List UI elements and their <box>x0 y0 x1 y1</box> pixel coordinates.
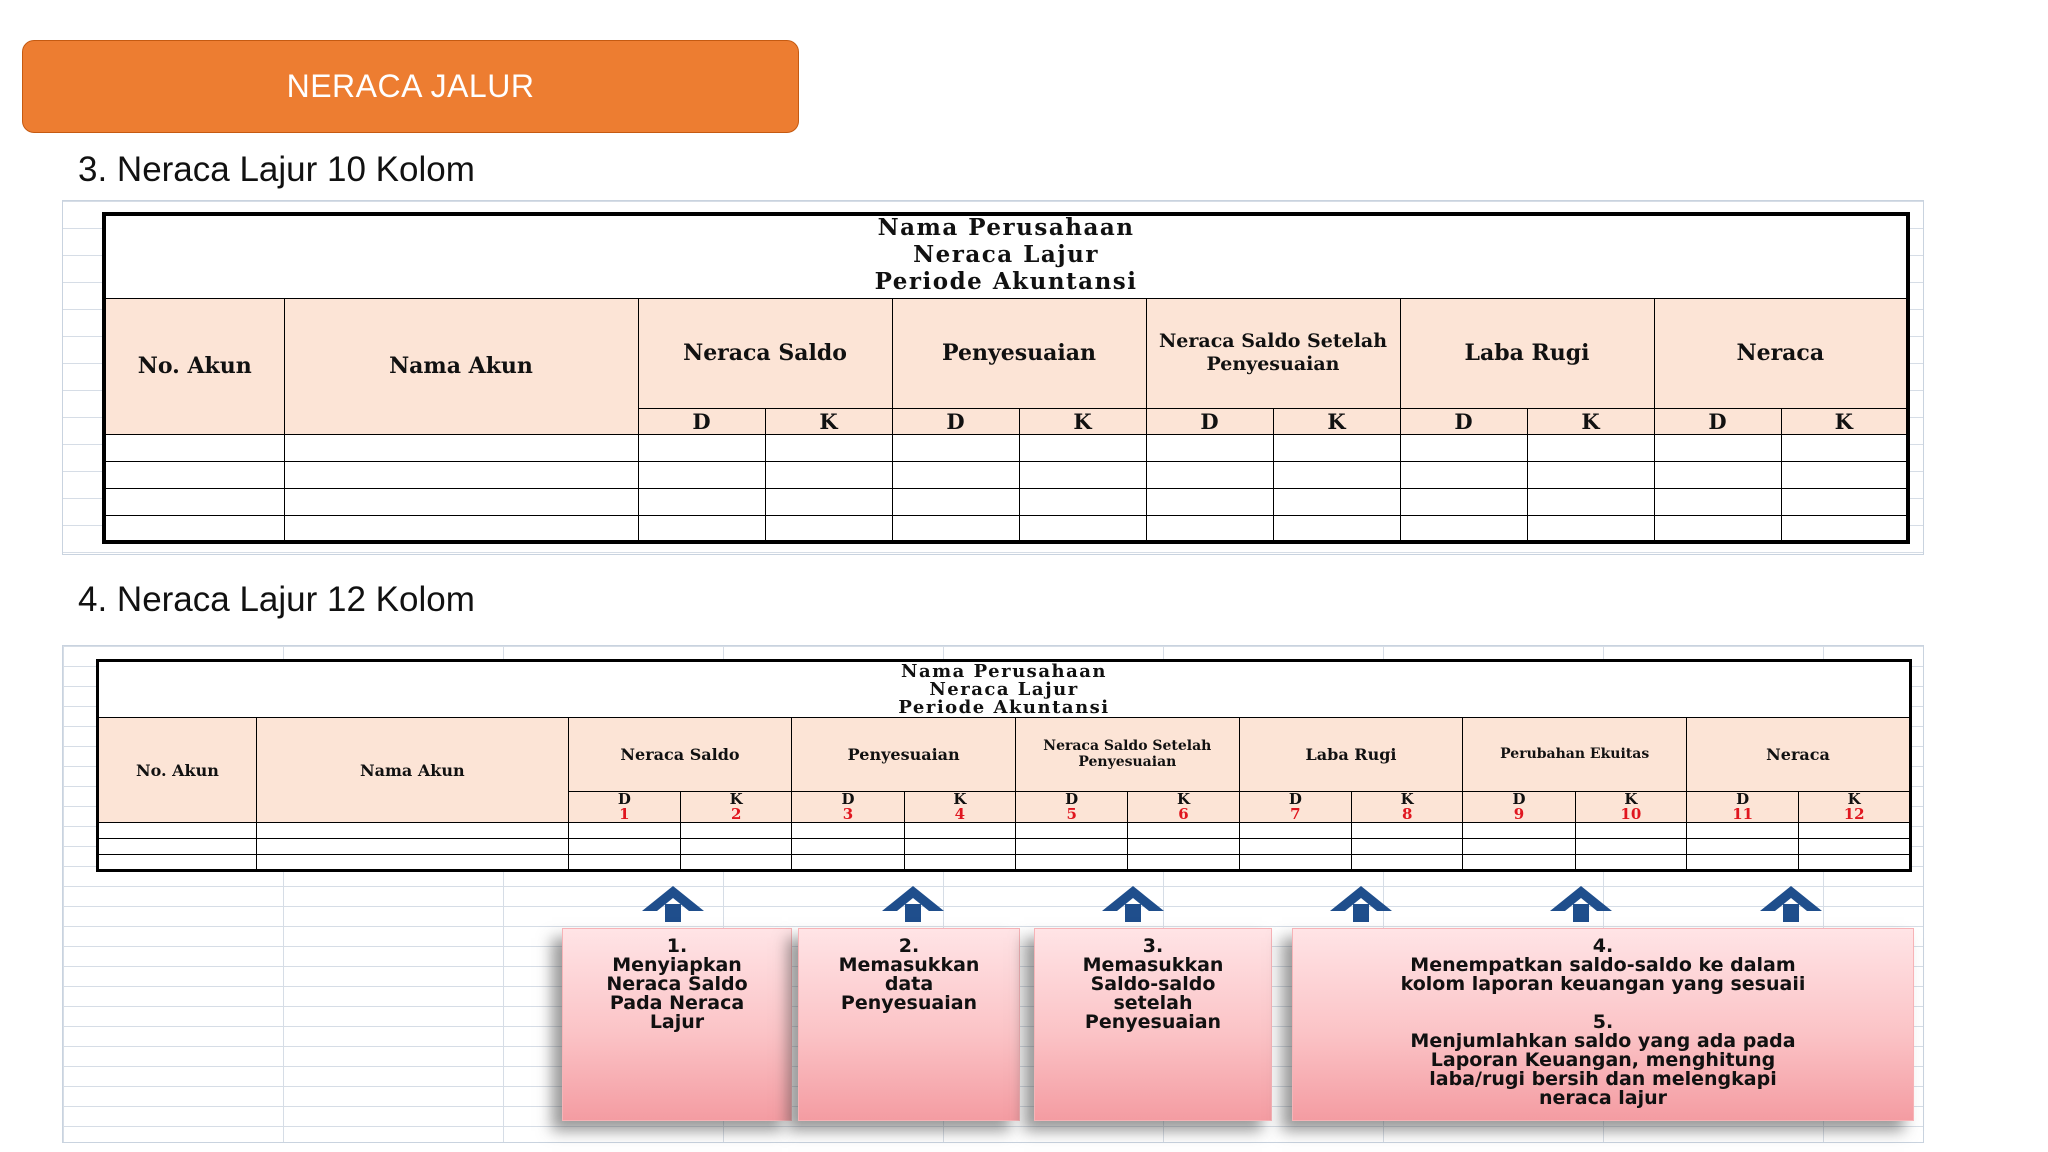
note-line: Memasukkan <box>1082 954 1224 976</box>
header-neraca-saldo: Neraca Saldo <box>568 718 792 792</box>
header-debit-col-9 <box>1463 792 1575 823</box>
arrow-up-icon <box>1328 884 1394 924</box>
note-line: 2. <box>898 935 920 957</box>
column-number: 9 <box>1513 805 1525 823</box>
kredit-label: K <box>1624 791 1638 808</box>
column-number: 10 <box>1620 805 1642 823</box>
debit-label: D <box>841 791 855 808</box>
debit-label: D <box>1288 791 1302 808</box>
note-line: kolom laporan keuangan yang sesuaii <box>1400 973 1806 995</box>
note-line: data <box>884 973 934 995</box>
accounting-period: Periode Akuntansi <box>898 696 1110 718</box>
header-no-akun: No. Akun <box>104 298 284 434</box>
header-kredit-col-2 <box>681 792 792 823</box>
header-kredit: K <box>1781 408 1908 434</box>
table-row <box>98 823 1911 839</box>
header-kredit-col-6 <box>1128 792 1239 823</box>
header-kredit-col-12 <box>1799 792 1911 823</box>
header-neraca: Neraca <box>1687 718 1911 792</box>
kredit-label: K <box>1400 791 1414 808</box>
header-kredit: K <box>1527 408 1654 434</box>
header-neraca-saldo-setelah-penyesuaian: Neraca Saldo Setelah Penyesuaian <box>1016 718 1240 792</box>
note-line: Neraca Saldo <box>606 973 748 995</box>
slide-title: NERACA JALUR <box>286 68 535 104</box>
debit-label: D <box>617 791 631 808</box>
header-neraca-saldo: Neraca Saldo <box>638 298 892 408</box>
arrow-up-icon <box>640 884 706 924</box>
column-number: 1 <box>619 805 630 823</box>
table-row <box>104 515 1908 542</box>
step-note-3 <box>1034 928 1272 1121</box>
header-penyesuaian: Penyesuaian <box>892 298 1146 408</box>
worksheet-name: Neraca Lajur <box>929 678 1079 700</box>
header-debit: D <box>638 408 765 434</box>
worksheet-table-10-kolom <box>102 212 1910 544</box>
table-row <box>104 461 1908 488</box>
column-number: 4 <box>954 805 966 823</box>
debit-label: D <box>1065 791 1079 808</box>
header-debit-col-5 <box>1016 792 1128 823</box>
worksheet-table-12-kolom <box>96 659 1912 872</box>
note-line: setelah <box>1113 992 1193 1014</box>
section-heading-12-kolom: 4. Neraca Lajur 12 Kolom <box>78 580 475 619</box>
table-row <box>104 488 1908 515</box>
header-kredit: K <box>1273 408 1400 434</box>
worksheet-title <box>104 214 1908 298</box>
column-number: 3 <box>842 805 854 823</box>
note-line: Penyesuaian <box>1084 1011 1222 1033</box>
header-no-akun: No. Akun <box>98 718 257 823</box>
company-name: Nama Perusahaan <box>877 214 1135 242</box>
table-row <box>104 434 1908 461</box>
arrow-up-icon <box>1548 884 1614 924</box>
note-line: Menjumlahkan saldo yang ada pada <box>1410 1030 1796 1052</box>
company-name: Nama Perusahaan <box>901 660 1107 682</box>
header-debit: D <box>1146 408 1273 434</box>
column-number: 6 <box>1178 805 1189 823</box>
column-number: 8 <box>1401 805 1413 823</box>
worksheet-name: Neraca Lajur <box>913 241 1099 269</box>
column-number: 5 <box>1066 805 1077 823</box>
note-line: laba/rugi bersih dan melengkapi <box>1429 1068 1777 1090</box>
header-debit-col-7 <box>1239 792 1351 823</box>
header-debit: D <box>1400 408 1527 434</box>
header-debit: D <box>892 408 1019 434</box>
kredit-label: K <box>1847 791 1861 808</box>
note-line: Menempatkan saldo-saldo ke dalam <box>1410 954 1796 976</box>
debit-label: D <box>1512 791 1526 808</box>
header-nama-akun: Nama Akun <box>256 718 568 823</box>
note-line: Laporan Keuangan, menghitung <box>1430 1049 1776 1071</box>
note-line: neraca lajur <box>1538 1087 1668 1109</box>
arrow-up-icon <box>880 884 946 924</box>
note-line: 1. <box>666 935 688 957</box>
header-neraca: Neraca <box>1654 298 1908 408</box>
step-note-1 <box>562 928 792 1121</box>
header-nama-akun: Nama Akun <box>284 298 638 434</box>
header-laba-rugi: Laba Rugi <box>1400 298 1654 408</box>
header-debit-col-3 <box>792 792 904 823</box>
column-number: 11 <box>1732 805 1754 823</box>
header-neraca-saldo-setelah-penyesuaian: Neraca Saldo Setelah Penyesuaian <box>1146 298 1400 408</box>
column-number: 2 <box>730 805 742 823</box>
note-line: Saldo-saldo <box>1090 973 1216 995</box>
note-line: 3. <box>1142 935 1164 957</box>
arrow-up-icon <box>1100 884 1166 924</box>
note-line: 4. <box>1592 935 1614 957</box>
header-debit-col-11 <box>1687 792 1799 823</box>
note-line: Pada Neraca <box>609 992 745 1014</box>
step-note-4-5 <box>1292 928 1914 1121</box>
header-penyesuaian: Penyesuaian <box>792 718 1016 792</box>
kredit-label: K <box>729 791 743 808</box>
note-line: Lajur <box>649 1011 705 1033</box>
header-laba-rugi: Laba Rugi <box>1239 718 1463 792</box>
debit-label: D <box>1736 791 1750 808</box>
note-line: Penyesuaian <box>840 992 978 1014</box>
header-debit-col-1 <box>568 792 680 823</box>
header-kredit: K <box>1019 408 1146 434</box>
table-row <box>98 839 1911 855</box>
section-heading-10-kolom: 3. Neraca Lajur 10 Kolom <box>78 150 475 189</box>
note-line: Memasukkan <box>838 954 980 976</box>
column-number: 7 <box>1290 805 1301 823</box>
table-row <box>98 855 1911 871</box>
slide-title-banner <box>22 40 799 133</box>
header-perubahan-ekuitas: Perubahan Ekuitas <box>1463 718 1687 792</box>
header-kredit-col-4 <box>904 792 1015 823</box>
header-debit: D <box>1654 408 1781 434</box>
note-line: Menyiapkan <box>612 954 742 976</box>
note-line: 5. <box>1592 1011 1614 1033</box>
kredit-label: K <box>1176 791 1191 808</box>
header-kredit-col-10 <box>1575 792 1686 823</box>
column-number: 12 <box>1843 805 1865 823</box>
arrow-up-icon <box>1758 884 1824 924</box>
header-kredit-col-8 <box>1352 792 1463 823</box>
kredit-label: K <box>953 791 967 808</box>
header-kredit: K <box>765 408 892 434</box>
accounting-period: Periode Akuntansi <box>874 268 1138 296</box>
step-note-2 <box>798 928 1020 1121</box>
worksheet-title <box>98 661 1911 718</box>
